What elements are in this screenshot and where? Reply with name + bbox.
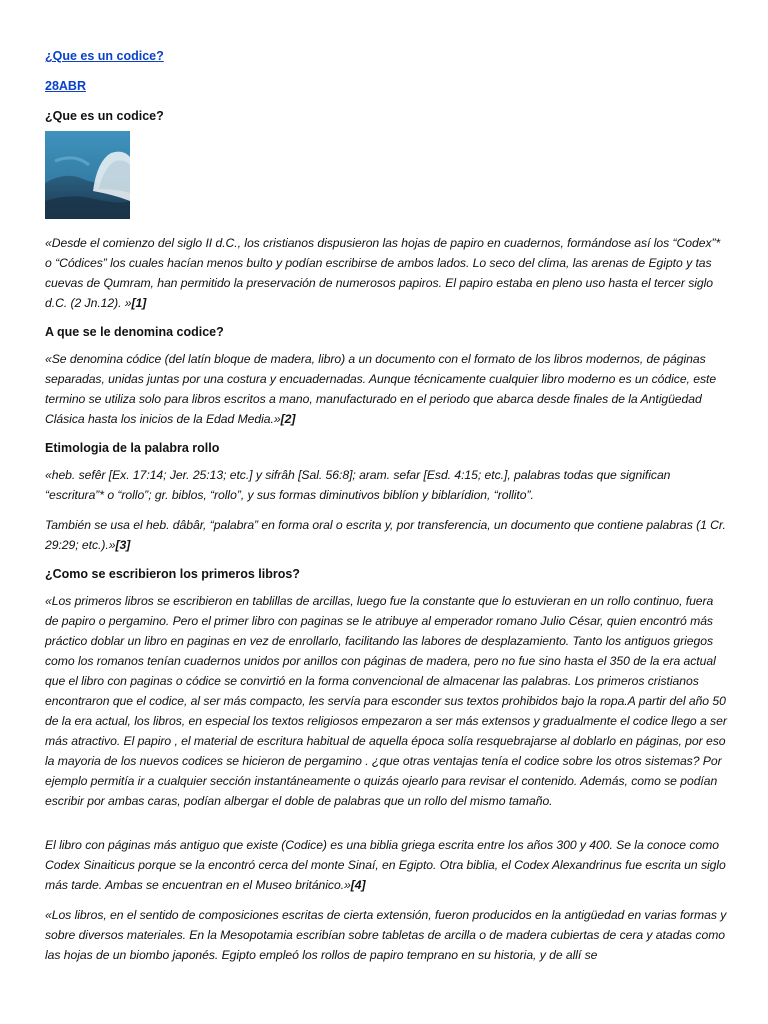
- paragraph: [45, 835, 728, 895]
- paragraph-text: «Los primeros libros se escribieron en tablillas de arcillas, luego fue la constante que lo estuvieran en un rollo continuo, fuera de papiro o pergamino. Pero el primer libro con paginas se le atribuye al emperador romano Julio César, quien encontró más práctico doblar un libro en paginas en vez de enrollarlo, facilitando las labores de desplazamiento. Tanto los antiguos griegos como los romanos tenían cuadernos unidos por anillos con páginas de madera, pero no fue sino hasta el 350 de la era actual que el libro con paginas o códice se convirtió en la forma convencional de almacenar las palabras. Los primeros cristianos encontraron que el codice, al ser más compacto, les servía para esconder sus textos prohibidos bajo la ropa.A partir del año 50 de la era actual, los libros, en especial los textos religiosos empezaron a ser más extensos y gradualmente el codice llego a ser más atractivo. El papiro , el material de escritura habitual de aquella época solía resquebrajarse al doblarlo en páginas, por eso la mayoria de los nuevos codices se hicieron de pergamino . ¿que otras ventajas tenía el codice sobre los otros sistemas? Por ejemplo permitía ir a cualquier sección instantáneamente o quizás ojearlo para revisar el contenido. Además, como se podían escribir por ambas caras, podían albergar el doble de palabras que un rollo del mismo tamaño.: [45, 594, 727, 808]
- paragraph-gap: [45, 821, 728, 835]
- paragraph-text: El libro con páginas más antiguo que existe (Codice) es una biblia griega escrita entre los años 300 y 400. Se la conoce como Codex Sinaiticus porque se la encontró cerca del monte Sinaí, en Egipto. Otra biblia, el Codex Alexandrinus fue escrita un siglo más tarde. Ambas se encuentran en el Museo británico.»: [45, 838, 726, 892]
- post-title-link[interactable]: ¿Que es un codice?: [45, 49, 164, 63]
- paragraph-text: «heb. sefêr [Ex. 17:14; Jer. 25:13; etc.] y sifrâh [Sal. 56:8]; aram. sefar [Esd. 4:15; etc.], palabras todas que significan “escritura”* o “rollo”; gr. biblos, “rollo”, y sus formas diminutivos biblíon y biblarídion, “rollito”.: [45, 468, 671, 502]
- paragraph: [45, 233, 728, 313]
- paragraph-text: «Se denomina códice (del latín bloque de madera, libro) a un documento con el formato de los libros modernos, de páginas separadas, unidas juntas por una costura y encuadernadas. Aunque técnicamente cualquier libro moderno es un códice, este termino se utiliza solo para libros escritos a mano, manufacturado en el periodo que abarca desde finales de la Antigüedad Clásica hasta los inicios de la Edad Media.»: [45, 352, 717, 426]
- paragraph-text: «Desde el comienzo del siglo II d.C., los cristianos dispusieron las hojas de papiro en cuadernos, formándose así los “Codex”* o “Códices” los cuales hacían menos bulto y podían escribirse de ambos lados. Lo seco del clima, las arenas de Egipto y tas cuevas de Qumram, han permitido la preservación de numerosos papiros. El papiro estaba en pleno uso hasta el tercer siglo d.C. (2 Jn.12). »: [45, 236, 721, 310]
- footnote-ref-link[interactable]: [2]: [280, 412, 296, 426]
- footnote-ref-link[interactable]: [1]: [131, 296, 147, 310]
- paragraph: [45, 591, 728, 811]
- article-body: [45, 233, 728, 965]
- paragraph-text: También se usa el heb. dâbâr, “palabra” en forma oral o escrita y, por transferencia, un documento que contiene palabras (1 Cr. 29:29; etc.).»: [45, 518, 726, 552]
- paragraph-text: «Los libros, en el sentido de composiciones escritas de cierta extensión, fueron producidos en la antigüedad en varias formas y sobre diversos materiales. En la Mesopotamia escribían sobre tabletas de arcilla o de madera cubiertas de cera y atadas como las hojas de un biombo japonés. Egipto empleó los rollos de papiro temprano en su historia, y de allí se: [45, 908, 727, 962]
- ocean-wave-icon: [45, 131, 130, 219]
- paragraph: [45, 905, 728, 965]
- footnote-ref-link[interactable]: [3]: [115, 538, 131, 552]
- section-heading: Etimologia de la palabra rollo: [45, 441, 220, 455]
- section-heading: ¿Como se escribieron los primeros libros?: [45, 567, 300, 581]
- paragraph: [45, 515, 728, 555]
- paragraph: [45, 349, 728, 429]
- page-heading: ¿Que es un codice?: [45, 109, 164, 123]
- section-heading: A que se le denomina codice?: [45, 325, 224, 339]
- footnote-ref-link[interactable]: [4]: [350, 878, 366, 892]
- post-date-link[interactable]: 28ABR: [45, 79, 86, 93]
- paragraph: [45, 465, 728, 505]
